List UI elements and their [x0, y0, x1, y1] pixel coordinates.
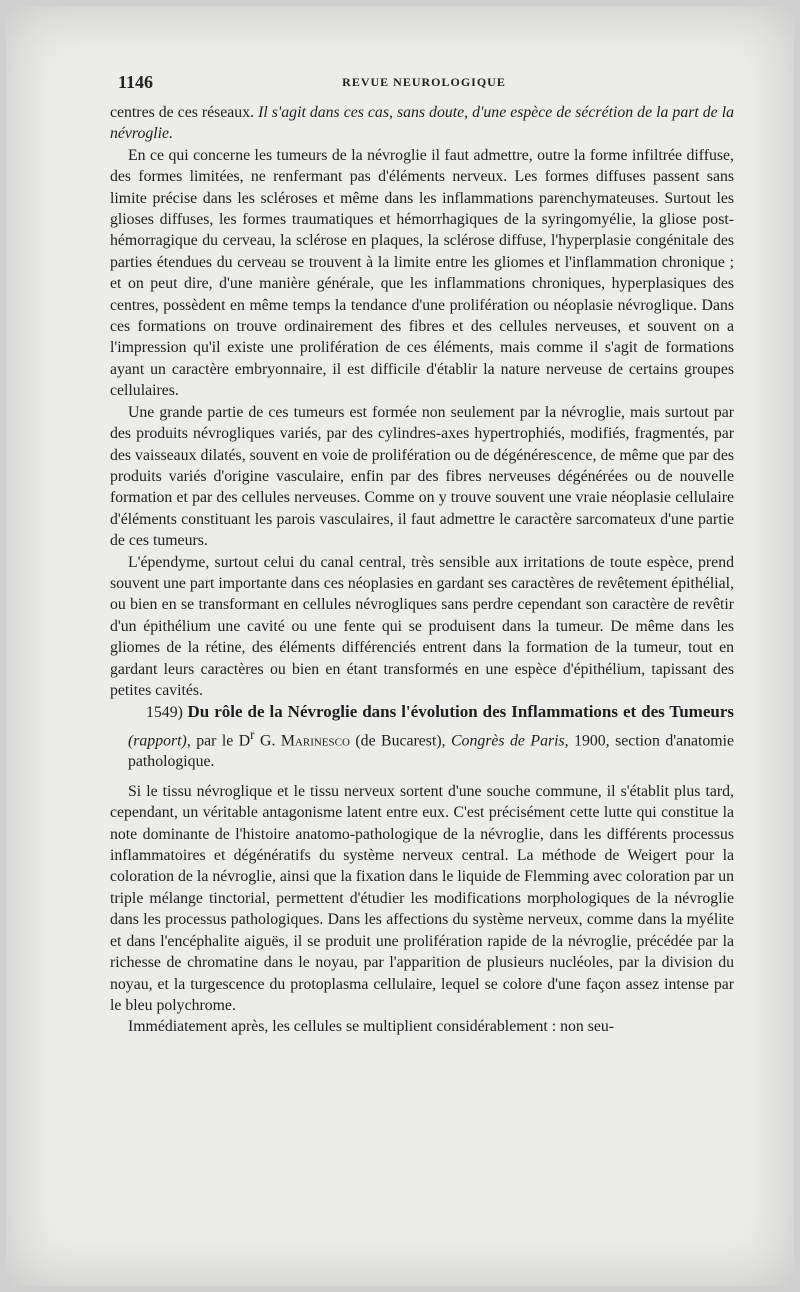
paragraph: Si le tissu névroglique et le tissu nerveux sortent d'une souche commune, il s'établit plus tard, cependant, un véritable antagonisme latent entre eux. C'est précisément cette lutte qui constitue la note dominante de l'histoire anatomo-pathologique de la névroglie, dans les différents processus inflammatoires et dégénératifs du système nerveux central. La méthode de Weigert pour la coloration de la névroglie, ainsi que la fixation dans le liquide de Flemming avec coloration par un triple mélange tinctorial, permettent d'étudier les modifications morphologiques de la névroglie dans les processus pathologiques. Dans les affections du système nerveux, comme dans la myélite et dans l'encéphalite aiguës, il se produit une prolifération rapide de la névroglie, précédée par la richesse de chromatine dans le noyau, par l'apparition de plusieurs nucléoles, par la division du noyau, et la turgescence du protoplasma cellulaire, lequel se colore d'une façon assez intense par le bleu polychrome.	[110, 782, 734, 1014]
entry-number: 1549)	[146, 704, 183, 722]
paragraph: Immédiatement après, les cellules se multiplient considérablement : non seu-	[128, 1018, 615, 1036]
paragraph: En ce qui concerne les tumeurs de la névroglie il faut admettre, outre la forme infiltrée diffuse, des formes limitées, ne renfermant pas d'éléments nerveux. Les formes diffuses passent sans limite précise dans les scléroses et même dans les inflammations parenchymateuses. Surtout les glioses diffuses, les formes traumatiques et hémorrhagiques de la syringomyélie, la gliose post-hémorragique du cerveau, la sclérose en plaques, la sclérose diffuse, l'hyperplasie congénitale des parties étendues du cerveau se trouvent à la limite entre les gliomes et l'inflammation chronique ; et on peut dire, d'une manière générale, que les inflammations chroniques, hyperplasiques des centres, possèdent en même temps la tendance d'une prolifération ou néoplasie névroglique. Dans ces formations on trouve ordinairement des fibres et des cellules nerveuses, et souvent on a l'impression qu'il existe une prolifération de ces éléments, mais comme il s'agit de formations ayant un caractère embryonnaire, il est difficile d'établir la nature nerveuse de certains groupes cellulaires.	[110, 146, 734, 400]
running-title: REVUE NEUROLOGIQUE	[342, 75, 506, 89]
venue: Congrès de Paris	[451, 732, 565, 750]
article-body	[110, 102, 734, 1038]
bibliography-entry: 1549) Du rôle de la Névroglie dans l'évolution des Inflammations et des Tumeurs (rapport), par le $D^r$ G. Marinesco (de Bucarest), Congrès de Paris, 1900, section d'anatomie pathologique.	[128, 702, 734, 771]
paragraph: centres de ces réseaux. Il s'agit dans ces cas, sans doute, d'une espèce de sécrétion de la part de la névroglie.	[110, 104, 734, 143]
paragraph: Une grande partie de ces tumeurs est formée non seulement par la névroglie, mais surtout par des produits névrogliques variés, par des cylindres-axes hypertrophiés, modifiés, fragmentés, par des vaisseaux dilatés, souvent en voie de prolifération ou de dégénérescence, de même que par des produits variés d'origine vasculaire, enfin par des fibres nerveuses dégénérées ou de nouvelle formation et par des cellules nerveuses. Comme on y trouve souvent une vraie néoplasie cellulaire d'éléments constituant les parois vasculaires, il faut admettre le caractère sarcomateux d'une partie de ces tumeurs.	[110, 403, 734, 550]
author-name: Marinesco	[280, 732, 350, 750]
italic-phrase: Il s'agit dans ces cas, sans doute, d'une espèce de sécrétion de la part de la névroglie.	[110, 104, 734, 143]
page-header	[118, 72, 730, 94]
paragraph: L'épendyme, surtout celui du canal central, très sensible aux irritations de toute espèce, prend souvent une part importante dans ces néoplasies en gardant ses caractères de revêtement épithélial, ou bien en se transformant en cellules névrogliques sans perdre cependant son caractère de revêtir d'un épithélium une cavité ou une fente qui se produisent dans la tumeur. De même dans les gliomes de la rétine, des éléments différenciés entrent dans la formation de la tumeur, tout en gardant leurs caractères ou bien en étant transformés en une espèce d'épithélium, tapissant des petites cavités.	[110, 553, 734, 699]
entry-report: (rapport)	[128, 732, 187, 750]
page-number: 1146	[118, 72, 154, 92]
scanned-page	[6, 6, 794, 1286]
entry-title: Du rôle de la Névroglie dans l'évolution des Inflammations et des Tumeurs	[187, 702, 734, 722]
